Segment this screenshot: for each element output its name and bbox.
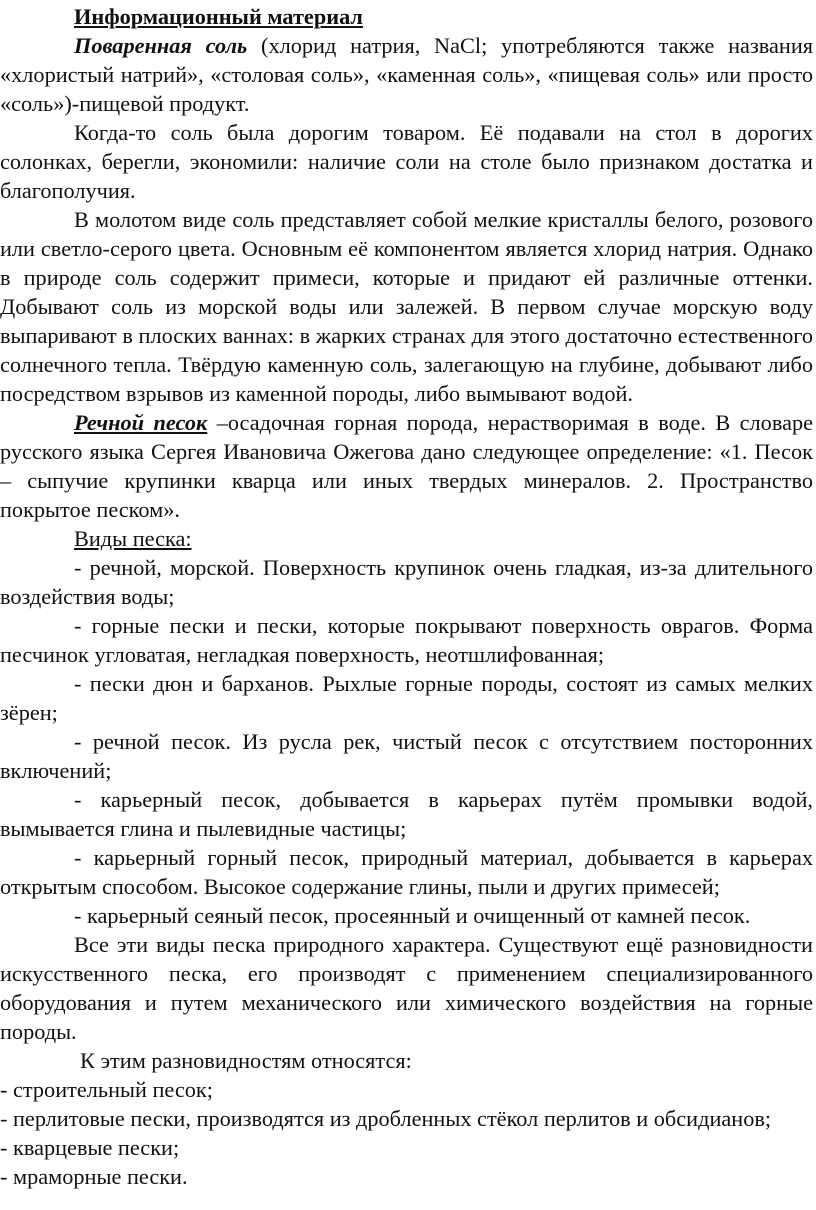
list-item: - карьерный горный песок, природный материал, добывается в карьерах открытым способом. Высокое содержание глины, пыли и других примесей; [0, 845, 813, 899]
salt-paragraph [0, 31, 813, 118]
list-item: - речной песок. Из русла рек, чистый песок с отсутствием посторонних включений; [0, 729, 813, 783]
list-item: - мраморные пески. [0, 1164, 188, 1189]
document-title-line [0, 2, 813, 31]
document-title: Информационный материал [74, 4, 363, 29]
list-item: - горные пески и пески, которые покрывают поверхность оврагов. Форма песчинок угловатая, негладкая поверхность, неотшлифованная; [0, 613, 813, 667]
sand-paragraph [0, 408, 813, 524]
artificial-heading: К этим разновидностям относятся: [80, 1048, 412, 1073]
list-item: - карьерный песок, добывается в карьерах путём промывки водой, вымывается глина и пылевидные частицы; [0, 787, 813, 841]
list-item: - кварцевые пески; [0, 1135, 180, 1160]
types-heading: Виды песка: [74, 526, 192, 551]
list-item: - речной, морской. Поверхность крупинок очень гладкая, из-за длительного воздействия воды; [0, 555, 813, 609]
sand-text: –осадочная горная порода, нерастворимая в воде. В словаре русского языка Сергея Ивановича Ожегова дано следующее определение: «1. Песок – сыпучие крупинки кварца или иных твердых минералов. 2. Пространство покрытое песком». [0, 410, 814, 522]
salt-text: (хлорид натрия, NaCl; употребляются также названия «хлористый натрий», «столовая соль», «каменная соль», «пищевая соль» или просто «соль»)-пищевой продукт. [0, 33, 814, 116]
salt-term: Поваренная соль [74, 33, 248, 58]
list-item: - пески дюн и барханов. Рыхлые горные породы, состоят из самых мелких зёрен; [0, 671, 813, 725]
artificial-paragraph: Все эти виды песка природного характера. Существуют ещё разновидности искусственного песка, его производят с применением специализированного оборудования и путем механического или химического воздействия на горные породы. [0, 932, 813, 1044]
history-paragraph: Когда-то соль была дорогим товаром. Её подавали на стол в дорогих солонках, берегли, экономили: наличие соли на столе было признаком достатка и благополучия. [0, 120, 813, 203]
list-item: - строительный песок; [0, 1077, 213, 1102]
list-item: - карьерный сеяный песок, просеянный и очищенный от камней песок. [74, 903, 751, 928]
description-paragraph: В молотом виде соль представляет собой мелкие кристаллы белого, розового или светло-серого цвета. Основным её компонентом является хлорид натрия. Однако в природе соль содержит примеси, которые и придают ей различные оттенки. Добывают соль из морской воды или залежей. В первом случае морскую воду выпаривают в плоских ваннах: в жарких странах для этого достаточно естественного солнечного тепла. Твёрдую каменную соль, залегающую на глубине, добывают либо посредством взрывов из каменной породы, либо вымывают водой. [0, 207, 813, 406]
types-heading-line [0, 524, 813, 553]
sand-term: Речной песок [74, 410, 208, 435]
list-item: - перлитовые пески, производятся из дробленных стёкол перлитов и обсидианов; [0, 1106, 772, 1131]
